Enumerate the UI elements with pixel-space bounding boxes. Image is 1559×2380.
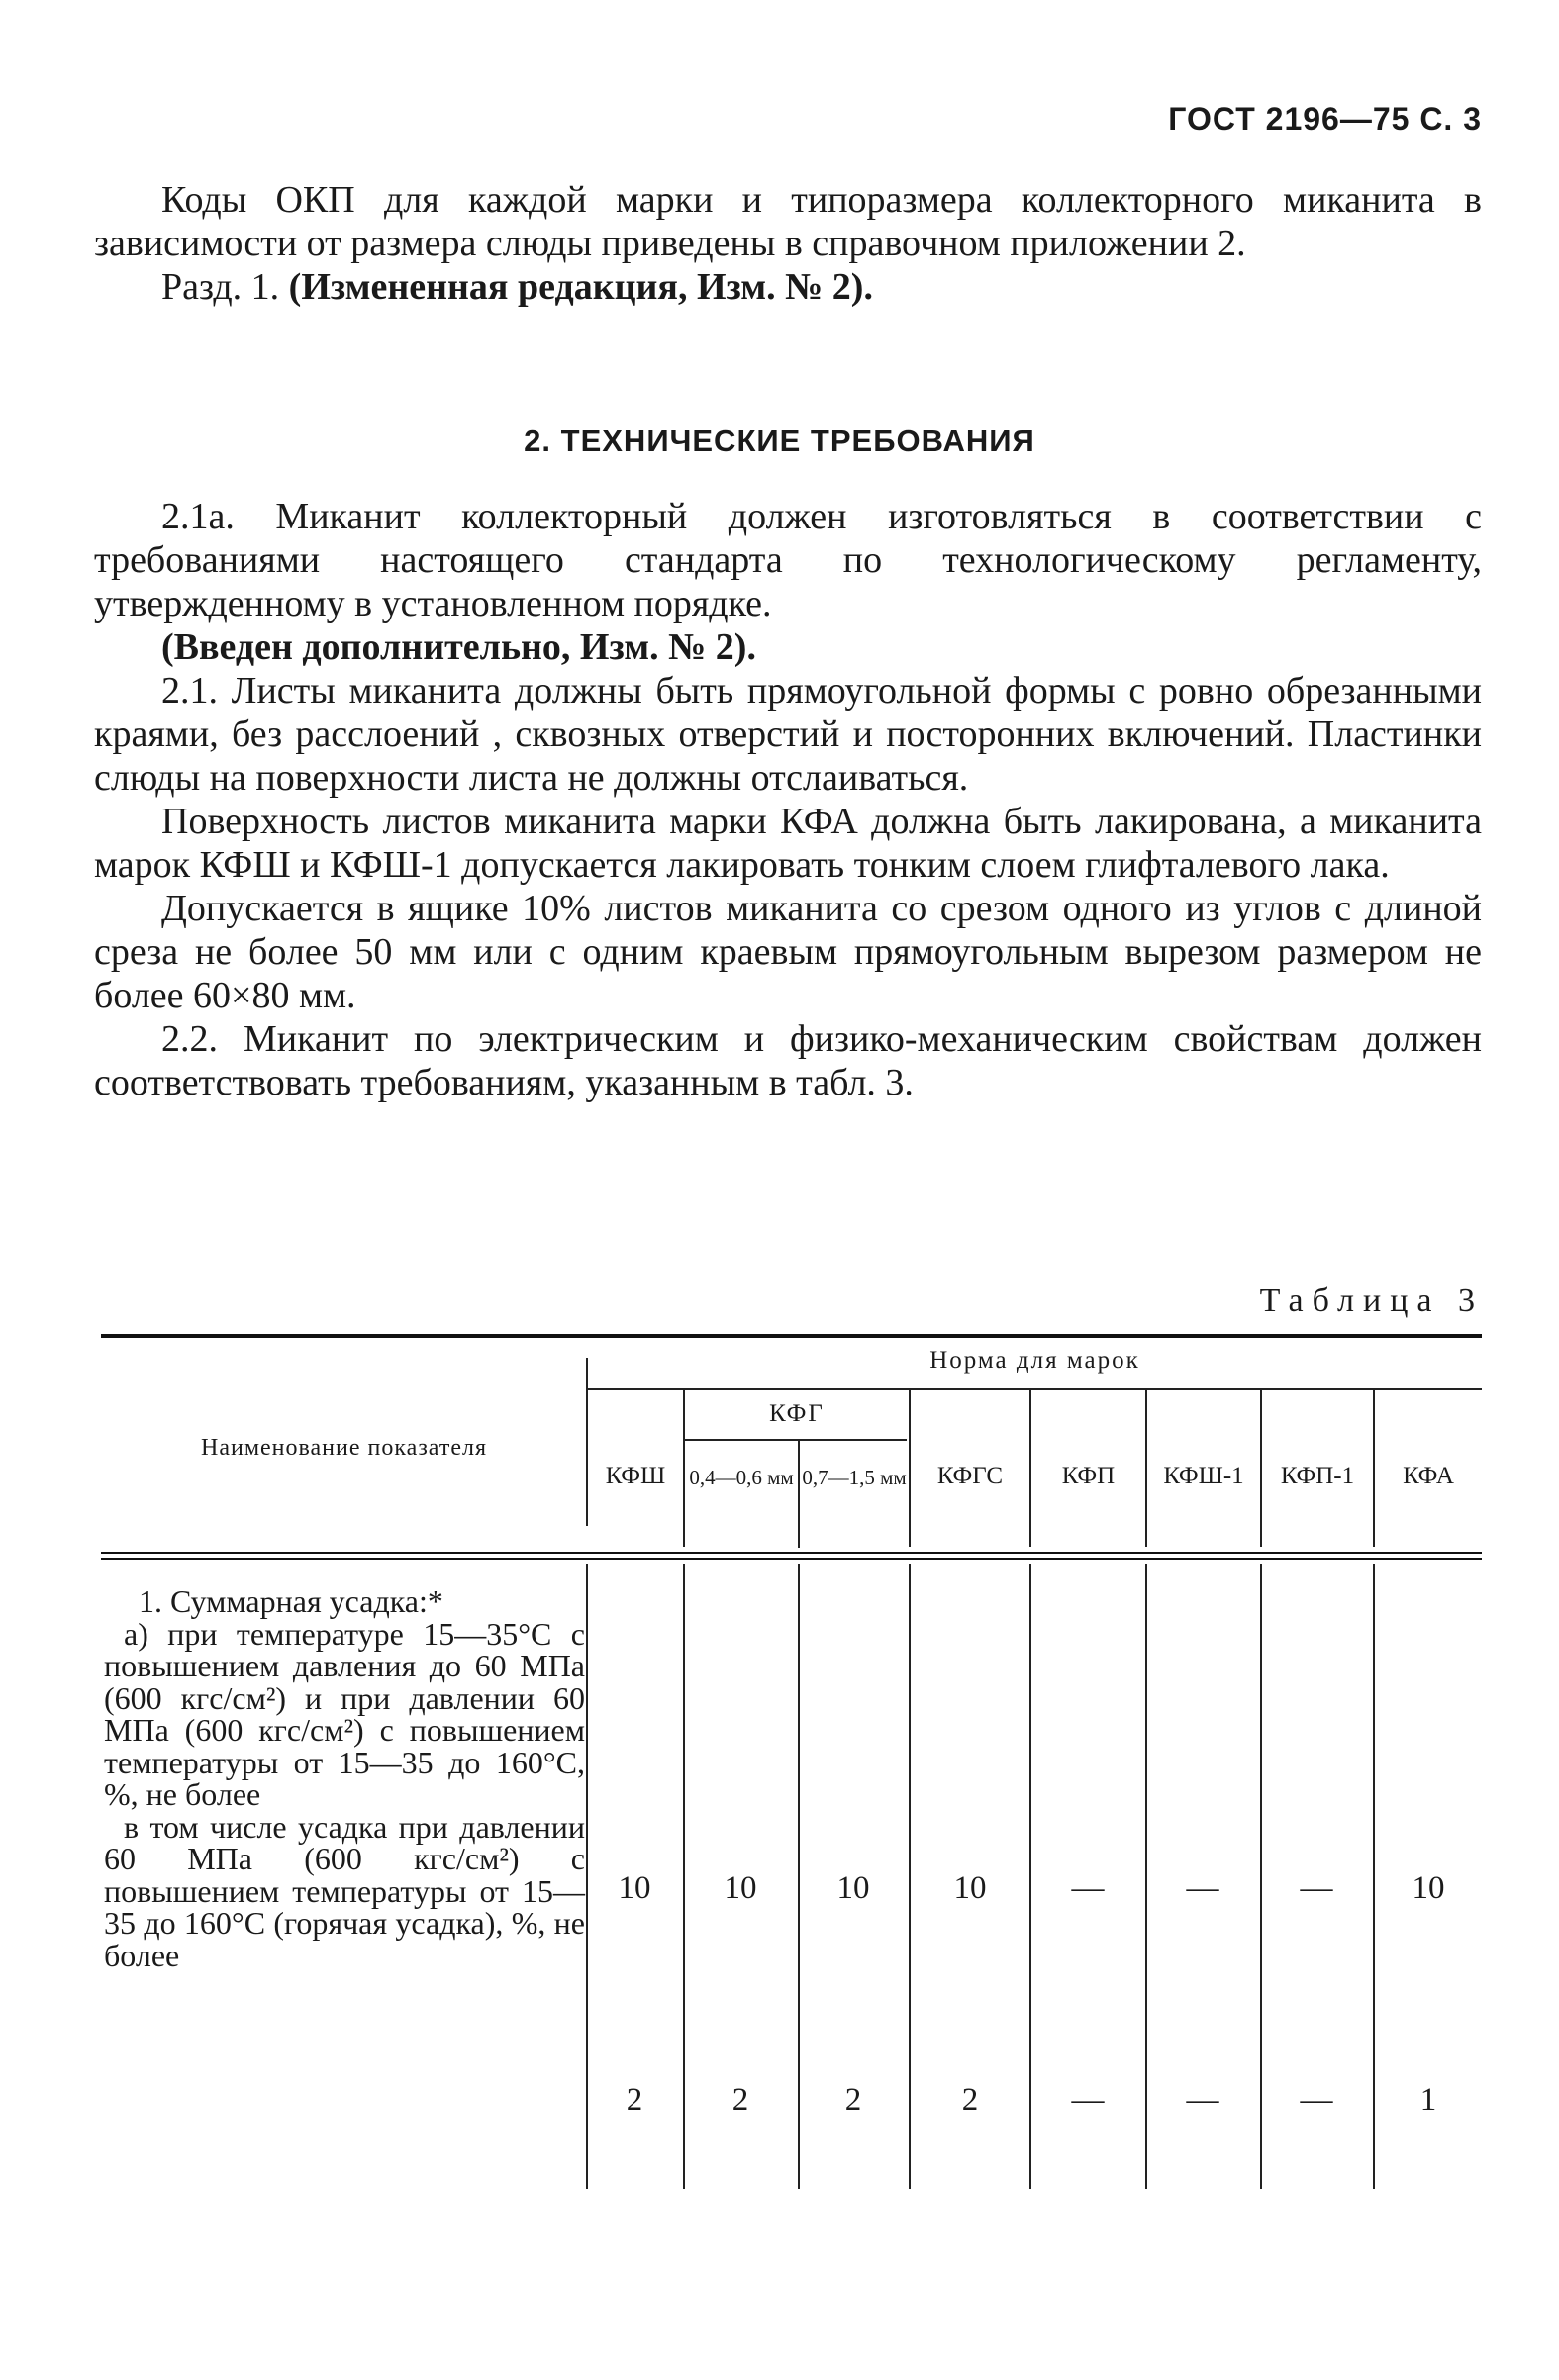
table-top-rule [101,1334,1482,1338]
body-vline-kfgs [1029,1564,1031,2189]
revision-bold: (Измененная редакция, Изм. № 2). [288,266,873,308]
header-kfp1: КФП-1 [1280,1463,1355,1489]
section1-revision-note [94,265,1482,309]
value-cell: 1 [1419,2082,1437,2118]
value-cell: 10 [1412,1870,1445,1906]
header-kfg-thick: 0,7—1,5 мм [802,1466,907,1489]
value-cell: — [1300,2082,1333,2118]
intro-block [94,178,1482,309]
table-caption: Таблица 3 [1259,1283,1484,1319]
value-cell: — [1186,2082,1219,2118]
value-cell: 10 [724,1870,757,1906]
row-shrinkage-text [104,1585,585,1971]
header-kfg: КФГ [769,1400,825,1427]
tolerance-paragraph: Допускается в ящике 10% листов миканита со срезом одного из углов с длиной среза не более 50 мм или с одним краевым прямоугольным вырезом размером не более 60×80 мм. [94,888,1482,1016]
header-rule-1 [101,1552,1482,1554]
value-cell: 2 [844,2082,862,2118]
header-norm: Норма для марок [929,1347,1140,1374]
value-cell: — [1071,1870,1105,1906]
row-shrinkage-title: 1. Суммарная усадка:* [139,1583,443,1619]
kfg-underline [685,1439,907,1441]
header-kfp: КФП [1061,1463,1116,1489]
header-parameter-name: Наименование показателя [201,1435,487,1461]
introduced-note: (Введен дополнительно, Изм. № 2). [161,626,756,668]
surface-paragraph: Поверхность листов миканита марки КФА должна быть лакирована, а миканита марок КФШ и КФШ-1 допускается лакировать тонким слоем глифталевого лака. [94,801,1482,886]
header-kfsh: КФШ [605,1463,666,1489]
value-cell: 10 [953,1870,987,1906]
header-kfsh1: КФШ-1 [1163,1463,1244,1489]
value-cell: 10 [618,1870,651,1906]
header-kfg-thin: 0,4—0,6 мм [689,1466,794,1489]
value-cell: 2 [626,2082,643,2118]
page-header: ГОСТ 2196—75 С. 3 [1168,101,1482,137]
vline-name [586,1358,588,1526]
header-rule-2 [101,1558,1482,1560]
requirements-block [94,495,1482,1104]
body-vline-name [586,1564,588,2189]
okp-codes-paragraph: Коды ОКП для каждой марки и типоразмера коллекторного миканита в зависимости от размера слюды приведены в справочном приложении 2. [94,179,1482,264]
value-cell: 10 [836,1870,870,1906]
paragraph-2-2: 2.2. Миканит по электрическим и физико-механическим свойствам должен соответствовать требованиям, указанным в табл. 3. [94,1018,1482,1103]
body-vline-kfg2 [909,1564,911,2189]
value-cell: — [1300,1870,1333,1906]
norm-underline [588,1388,1482,1390]
row-shrinkage-hot: в том числе усадка при давлении 60 МПа (600 кгс/см²) с повышением температуры от 15—35 до 160°С (горячая усадка), %, не более [104,1808,585,1973]
body-vline-kfp [1145,1564,1147,2189]
header-kfgs: КФГС [936,1463,1004,1489]
header-kfa: КФА [1403,1463,1454,1489]
vline-kfg-split [798,1441,800,1548]
value-cell: — [1186,1870,1219,1906]
body-vline-kfp1 [1373,1564,1375,2189]
paragraph-2-1: 2.1. Листы миканита должны быть прямоугольной формы с ровно обрезанными краями, без расслоений , сквозных отверстий и посторонних включений. Пластинки слюды на поверхности листа не должны отслаиваться. [94,670,1482,799]
body-vline-kfg1 [798,1564,800,2189]
body-vline-kfsh [683,1564,685,2189]
row-shrinkage-a: а) при температуре 15—35°С с повышением давления до 60 МПа (600 кгс/см²) и при давлении 60 МПа (600 кгс/см²) с повышением температуры от 15—35 до 160°С, %, не более [104,1615,585,1812]
value-cell: 2 [731,2082,749,2118]
body-vline-kfsh1 [1260,1564,1262,2189]
value-cell: 2 [961,2082,979,2118]
paragraph-2-1a: 2.1а. Миканит коллекторный должен изготовляться в соответствии с требованиями настоящего стандарта по технологическому регламенту, утвержденному в установленном порядке. [94,496,1482,624]
revision-prefix: Разд. 1. [161,266,289,308]
section-title: 2. ТЕХНИЧЕСКИЕ ТРЕБОВАНИЯ [524,424,1035,458]
value-cell: — [1071,2082,1105,2118]
